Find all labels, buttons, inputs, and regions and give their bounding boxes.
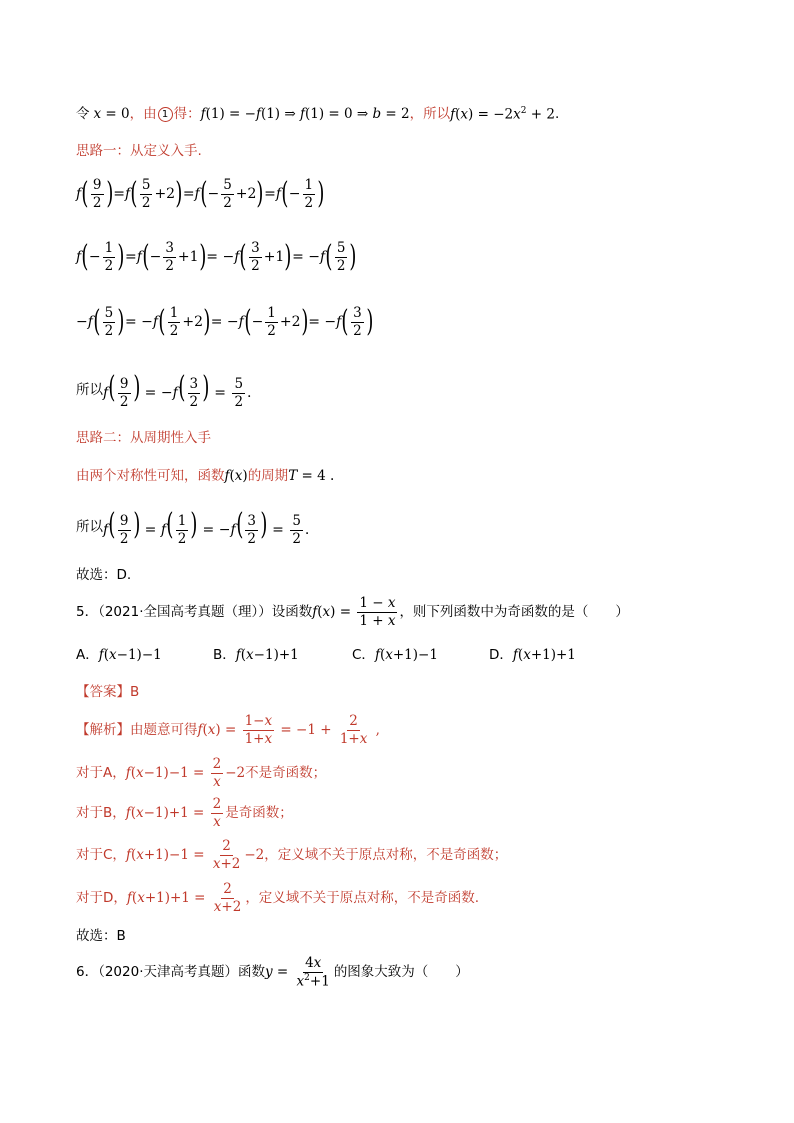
text: 【答案】B [76, 684, 140, 700]
options-5 [76, 649, 576, 663]
line-10 [76, 569, 131, 583]
formula-6: 所以 f( $\frac{9}{2}$ ) = −f( $\frac{3}{2}$ ) = $\frac{5}{2}$ . [76, 370, 252, 410]
text: 故选：D. [76, 567, 132, 583]
formula-3: f ( $\frac{9}{2}$ ) = f ( $\frac{5}{2}$ +2 ) = f ( − $\frac{5}{2}$ +2 ) = f ( − $\frac{1}{2}$ ) [76, 176, 325, 212]
formula-5: − f ( $\frac{5}{2}$ ) = − f ( $\frac{1}{2}$ +2 ) = − f ( − $\frac{1}{2}$ +2 ) = − f ( $\frac{3}{2}$ ) [76, 304, 374, 340]
option-a[interactable]: A． f(x−1)−1 [76, 647, 162, 663]
text: ，定义域不关于原点对称，不是奇函数； [264, 846, 508, 863]
text: 是奇函数； [225, 804, 293, 821]
line-8: 由两个对称性可知，函数 f(x) 的周期 T = 4 . [76, 468, 335, 484]
text: 所以 [76, 519, 103, 536]
text: 所以 [76, 382, 103, 399]
text: 思路一：从定义入手. [76, 143, 202, 159]
case-a: 对于A， f(x−1)−1 = $\frac{2}{x}$ −2 不是奇函数； [76, 756, 327, 790]
text: 的图象大致为（ ） [333, 963, 469, 980]
text: 的周期 [247, 468, 289, 484]
formula-9: 所以 f( $\frac{9}{2}$ ) = f( $\frac{1}{2}$ ) = −f( $\frac{3}{2}$ ) = $\frac{5}{2}$ . [76, 507, 310, 547]
line-1: 令 x = 0 ，由 1 得： f(1) = −f(1) ⇒ f(1) = 0 ⇒ b = 2 ，所以 $f(x) = -2x^2 + 2$ . [76, 105, 560, 123]
analysis: 【解析】 由题意可得 f(x) = $\frac{1-x}{1+x}$ = −1 + $\frac{2}{1+x}$ , [76, 713, 380, 747]
text: 令 [76, 105, 90, 122]
question-6: 6．（2020·天津高考真题）函数 y = $\frac{4x}{x^2+1}$ 的图象大致为（ ） [76, 955, 469, 990]
text: 得： [173, 105, 201, 122]
case-b: 对于B， f(x−1)+1 = $\frac{2}{x}$ 是奇函数； [76, 796, 293, 830]
text: 5．（2021·全国高考真题（理））设函数 [76, 603, 313, 620]
text: 对于D， [76, 889, 127, 906]
case-c: 对于C， f(x+1)−1 = $\frac{2}{x+2}$ −2 ，定义域不关于原点对称，不是奇函数； [76, 838, 508, 872]
line-2 [76, 145, 202, 159]
final-choice [76, 930, 126, 944]
text: 思路二：从周期性入手 [76, 430, 211, 446]
text: 故选：B [76, 928, 126, 944]
text: ，由 [129, 105, 157, 122]
formula-4: f ( − $\frac{1}{2}$ ) = f ( − $\frac{3}{2}$ +1 ) = − f ( $\frac{3}{2}$ +1 ) = − f ( $\frac{5}{2}$ ) [76, 239, 357, 275]
option-c[interactable]: C． f(x+1)−1 [352, 647, 438, 663]
text: . [554, 105, 560, 122]
text: 由两个对称性可知，函数 [76, 468, 225, 484]
text: 由题意可得 [130, 721, 198, 738]
circled-one: 1 [158, 107, 173, 122]
text: 不是奇函数； [245, 764, 327, 781]
text: ，定义域不关于原点对称，不是奇函数. [245, 889, 480, 906]
text: 对于A， [76, 764, 126, 781]
question-5: 5．（2021·全国高考真题（理））设函数 f(x) = $\frac{1 - x}{1 + x}$ ，则下列函数中为奇函数的是（ ） [76, 595, 629, 629]
text: 对于C， [76, 846, 126, 863]
line-7 [76, 432, 211, 446]
text: 6．（2020·天津高考真题）函数 [76, 963, 265, 980]
answer [76, 686, 139, 700]
option-d[interactable]: D． f(x+1)+1 [489, 647, 576, 663]
option-b[interactable]: B． f(x−1)+1 [213, 647, 299, 663]
text: ，所以 [409, 105, 451, 122]
text: 【解析】 [76, 721, 130, 738]
text: 对于B， [76, 804, 126, 821]
case-d: 对于D， f(x+1)+1 = $\frac{2}{x+2}$ ，定义域不关于原点对称，不是奇函数. [76, 881, 480, 915]
text: ，则下列函数中为奇函数的是（ ） [399, 603, 629, 620]
